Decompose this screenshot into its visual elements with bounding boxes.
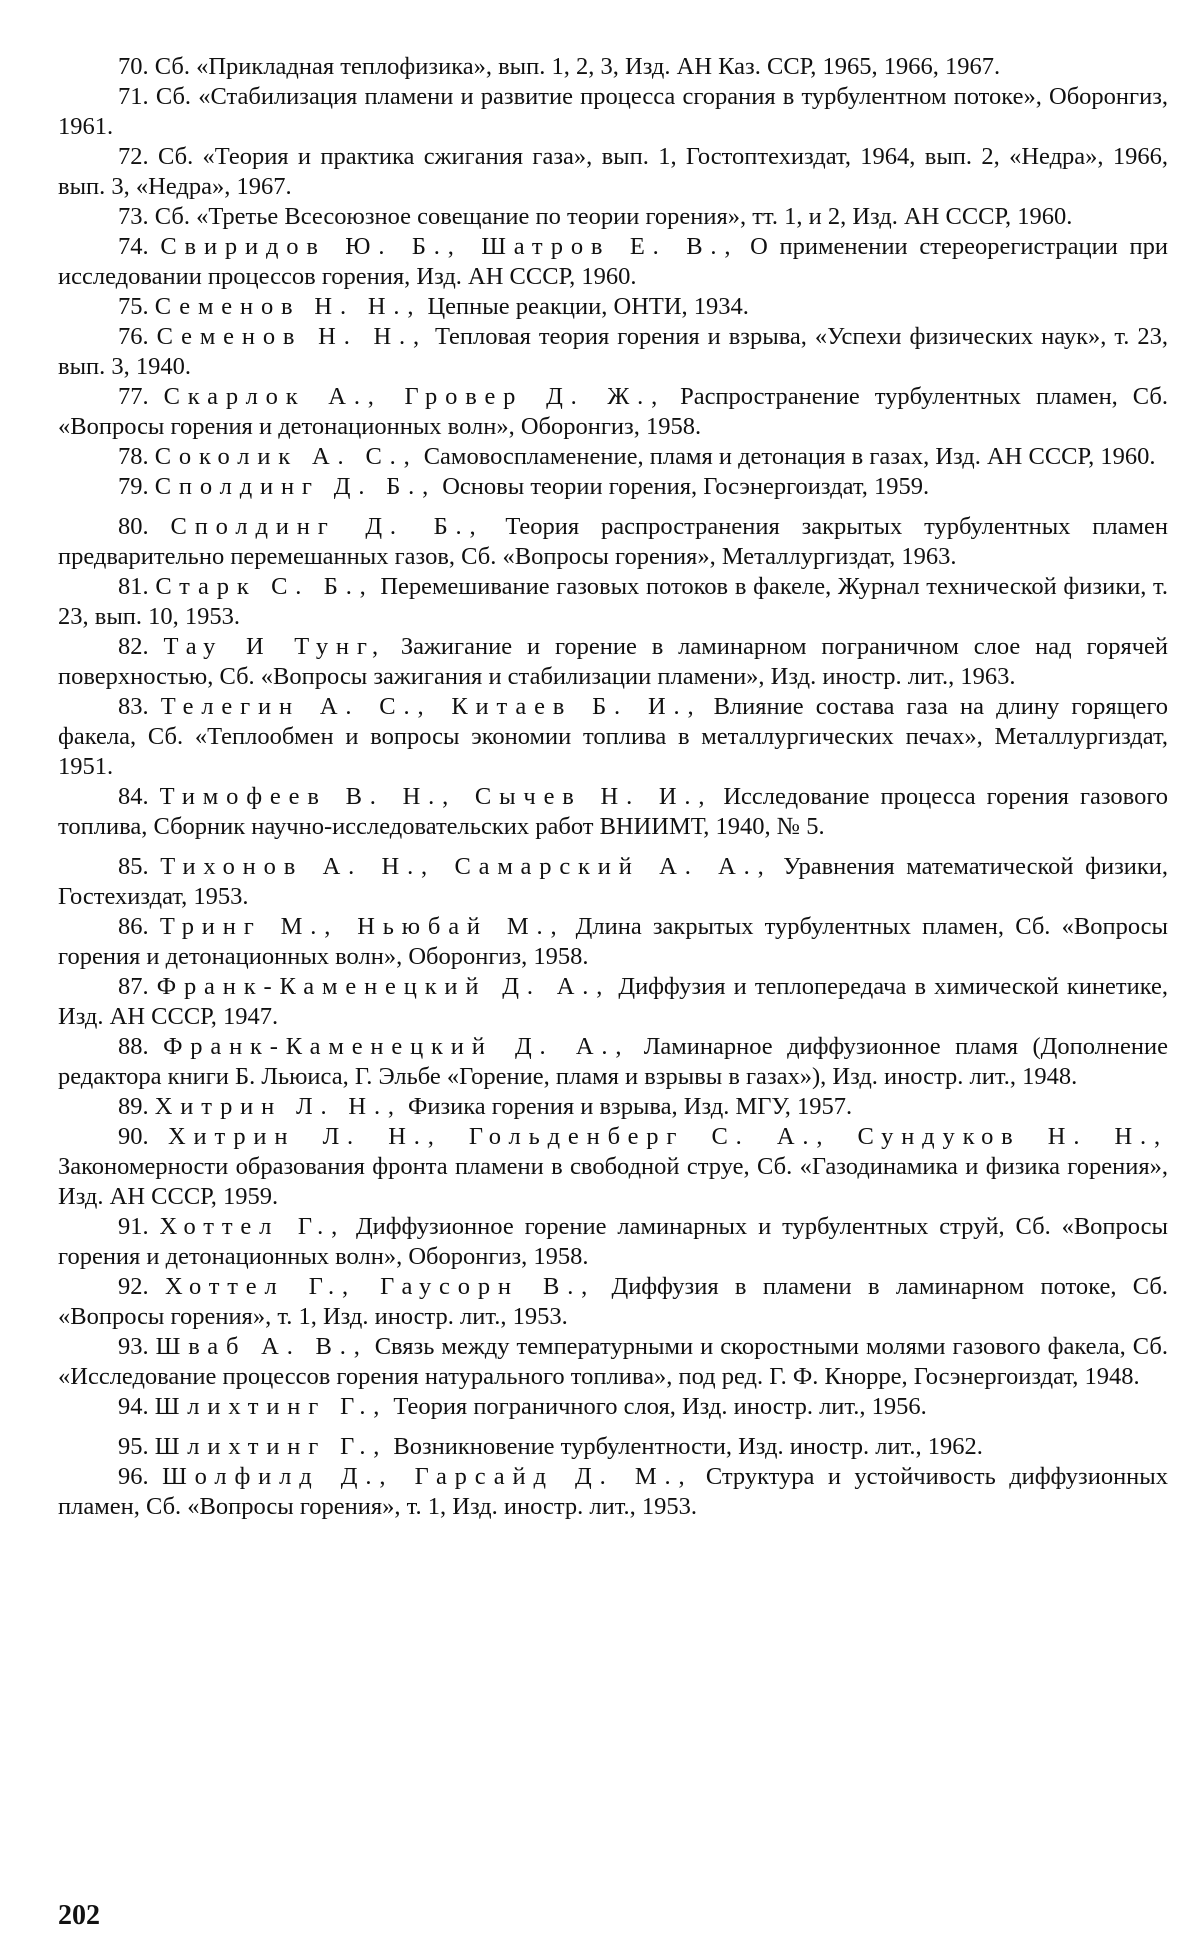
reference-item: 80. Сполдинг Д. Б., Теория распространения закрытых турбулентных пламен предварительно перемешанных газов, Сб. «Вопросы горения», Металлургиздат, 1963. [58, 513, 1169, 570]
reference-item: 75. Семенов Н. Н., Цепные реакции, ОНТИ, 1934. [118, 293, 749, 320]
reference-item: 86. Тринг М., Ньюбай М., Длина закрытых турбулентных пламен, Сб. «Вопросы горения и детонационных волн», Оборонгиз, 1958. [58, 913, 1169, 970]
reference-item: 82. Тау И Тунг, Зажигание и горение в ламинарном пограничном слое над горячей поверхностью, Сб. «Вопросы зажигания и стабилизации пламени», Изд. иностр. лит., 1963. [58, 633, 1169, 690]
reference-item: 92. Хоттел Г., Гаусорн В., Диффузия в пламени в ламинарном потоке, Сб. «Вопросы горения», т. 1, Изд. иностр. лит., 1953. [58, 1273, 1169, 1330]
reference-authors: Сполдинг Д. Б., [154, 473, 437, 500]
reference-item: 73. Сб. «Третье Всесоюзное совещание по теории горения», тт. 1, и 2, Изд. АН СССР, 1960. [118, 203, 1073, 230]
reference-authors: Шолфилд Д., Гарсайд Д. М., [162, 1463, 693, 1490]
reference-item: 95. Шлихтинг Г., Возникновение турбулентности, Изд. иностр. лит., 1962. [118, 1433, 983, 1460]
reference-authors: Хитрин Л. Н., [154, 1093, 402, 1120]
reference-authors: Шваб А. В., [155, 1333, 368, 1360]
reference-item: 74. Свиридов Ю. Б., Шатров Е. В., О применении стереорегистрации при исследовании процессов горения, Изд. АН СССР, 1960. [58, 233, 1169, 290]
reference-authors: Тихонов А. Н., Самарский А. А., [160, 853, 772, 880]
reference-authors: Скарлок А., Гровер Д. Ж., [163, 383, 666, 410]
reference-authors: Шлихтинг Г., [154, 1433, 388, 1460]
reference-authors: Старк С. Б., [155, 573, 374, 600]
reference-item: 84. Тимофеев В. Н., Сычев Н. И., Исследование процесса горения газового топлива, Сборник научно-исследовательских работ ВНИИМТ, 1940, № 5. [58, 783, 1169, 840]
reference-item: 81. Старк С. Б., Перемешивание газовых потоков в факеле, Журнал технической физики, т. 23, вып. 10, 1953. [58, 573, 1169, 630]
reference-item: 85. Тихонов А. Н., Самарский А. А., Уравнения математической физики, Гостехиздат, 1953. [58, 853, 1169, 910]
reference-authors: Сполдинг Д. Б., [170, 513, 484, 540]
reference-item: 72. Сб. «Теория и практика сжигания газа», вып. 1, Гостоптехиздат, 1964, вып. 2, «Недра», 1966, вып. 3, «Недра», 1967. [58, 143, 1168, 200]
reference-item: 89. Хитрин Л. Н., Физика горения и взрыва, Изд. МГУ, 1957. [118, 1093, 853, 1120]
reference-authors: Франк-Каменецкий Д. А., [156, 973, 611, 1000]
reference-item: 78. Соколик А. С., Самовоспламенение, пламя и детонация в газах, Изд. АН СССР, 1960. [118, 443, 1156, 470]
reference-item: 79. Сполдинг Д. Б., Основы теории горения, Госэнергоиздат, 1959. [118, 473, 930, 500]
reference-item: 71. Сб. «Стабилизация пламени и развитие процесса сгорания в турбулентном потоке», Оборонгиз, 1961. [58, 83, 1169, 140]
reference-item: 83. Телегин А. С., Китаев Б. И., Влияние состава газа на длину горящего факела, Сб. «Теплообмен и вопросы экономии топлива в металлургических печах», Металлургиздат, 1951. [58, 693, 1169, 780]
reference-authors: Соколик А. С., [154, 443, 418, 470]
reference-authors: Телегин А. С., Китаев Б. И., [160, 693, 702, 720]
reference-item: 94. Шлихтинг Г., Теория пограничного слоя, Изд. иностр. лит., 1956. [118, 1393, 927, 1420]
reference-item: 93. Шваб А. В., Связь между температурными и скоростными молями газового факела, Сб. «Исследование процессов горения натурального топлива», под ред. Г. Ф. Кнорре, Госэнергоиздат, 1948. [58, 1333, 1169, 1390]
reference-item: 76. Семенов Н. Н., Тепловая теория горения и взрыва, «Успехи физических наук», т. 23, вып. 3, 1940. [58, 323, 1169, 380]
reference-item: 77. Скарлок А., Гровер Д. Ж., Распространение турбулентных пламен, Сб. «Вопросы горения и детонационных волн», Оборонгиз, 1958. [58, 383, 1168, 440]
reference-authors: Тимофеев В. Н., Сычев Н. И., [159, 783, 713, 810]
reference-authors: Тау И Тунг, [163, 633, 386, 660]
reference-authors: Свиридов Ю. Б., Шатров Е. В., [160, 233, 739, 260]
reference-authors: Хоттел Г., [159, 1213, 346, 1240]
reference-authors: Тринг М., Ньюбай М., [159, 913, 565, 940]
reference-item: 87. Франк-Каменецкий Д. А., Диффузия и теплопередача в химической кинетике, Изд. АН СССР, 1947. [58, 973, 1169, 1030]
reference-list [58, 52, 1168, 1522]
reference-authors: Шлихтинг Г., [154, 1393, 388, 1420]
reference-item: 70. Сб. «Прикладная теплофизика», вып. 1, 2, 3, Изд. АН Каз. ССР, 1965, 1966, 1967. [118, 53, 1001, 80]
reference-authors: Франк-Каменецкий Д. А., [163, 1033, 630, 1060]
reference-authors: Хоттел Г., Гаусорн В., [164, 1273, 596, 1300]
reference-item: 88. Франк-Каменецкий Д. А., Ламинарное диффузионное пламя (Дополнение редактора книги Б. Льюиса, Г. Эльбе «Горение, пламя и взрывы в газах»), Изд. иностр. лит., 1948. [58, 1033, 1168, 1090]
reference-item: 96. Шолфилд Д., Гарсайд Д. М., Структура и устойчивость диффузионных пламен, Сб. «Вопросы горения», т. 1, Изд. иностр. лит., 1953. [58, 1463, 1168, 1520]
reference-authors: Семенов Н. Н., [156, 323, 427, 350]
reference-item: 91. Хоттел Г., Диффузионное горение ламинарных и турбулентных струй, Сб. «Вопросы горения и детонационных волн», Оборонгиз, 1958. [58, 1213, 1168, 1270]
page-number: 202 [58, 1900, 100, 1931]
reference-authors: Хитрин Л. Н., Гольденберг С. А., Сундуков Н. Н., [168, 1123, 1168, 1150]
reference-item: 90. Хитрин Л. Н., Гольденберг С. А., Сундуков Н. Н., Закономерности образования фронта пламени в свободной струе, Сб. «Газодинамика и физика горения», Изд. АН СССР, 1959. [58, 1123, 1168, 1210]
reference-authors: Семенов Н. Н., [154, 293, 422, 320]
